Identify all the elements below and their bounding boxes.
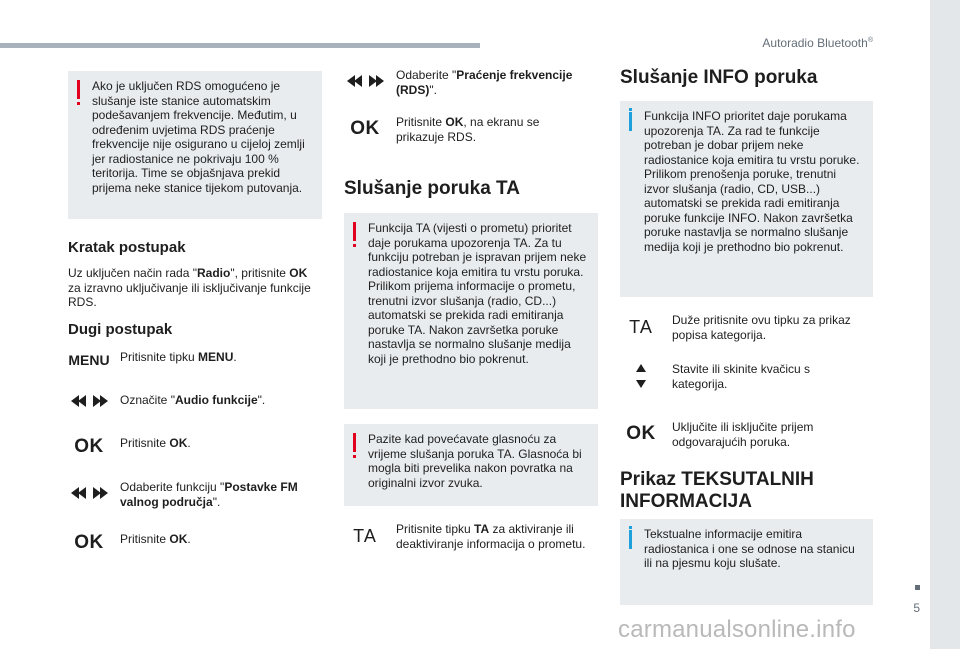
step-rds-tracking: Odaberite "Praćenje frekvencije (RDS)". (342, 68, 598, 98)
ta-button-icon: TA (353, 526, 377, 546)
warning-icon (77, 80, 80, 99)
info-icon (629, 530, 632, 549)
left-right-arrows-icon (66, 486, 112, 500)
warning-icon (353, 222, 356, 241)
continue-marker-icon (915, 585, 920, 590)
menu-button-icon: MENU (68, 352, 110, 368)
section-title-short: Kratak postupak (68, 239, 186, 256)
step-ta-toggle: TA Pritisnite tipku TA za aktiviranje ili deaktiviranje informacija o prometu. (342, 522, 598, 552)
warning-icon (353, 433, 356, 452)
step-ok-messages: OK Uključite ili isključite prijem odgovarajućih poruka. (618, 420, 874, 450)
step-ok-rds: OK Pritisnite OK, na ekranu se prikazuje RDS. (342, 115, 598, 145)
ok-button-icon: OK (74, 436, 104, 457)
ta-button-icon: TA (629, 317, 653, 337)
info-box-info-messages: Funkcija INFO prioritet daje porukama upozorenja TA. Za rad te funkcije potreban je dobar prijem neke radiostanice koja emitira tu vrstu poruke. Prilikom prenošenja poruke, trenutni izvor slušanja (radio, CD, USB...) automatski se prekida radi emitiranja poruke funkcije INFO. Nakon završetka poruke nastavlja se normalno slušanje medija koji je prethodno bio pokrenut. (620, 101, 873, 297)
ok-button-icon: OK (350, 118, 380, 139)
page-edge-strip (930, 0, 960, 649)
section-title-info: Slušanje INFO poruka (620, 67, 818, 88)
section-title-text-info: Prikaz TEKSUTALNIH INFORMACIJA (620, 469, 814, 512)
step-categories: Stavite ili skinite kvačicu s kategorija. (618, 362, 874, 402)
step-fm-settings: Odaberite funkciju "Postavke FM valnog područja". (66, 480, 322, 510)
short-procedure-text: Uz uključen način rada "Radio", pritisnite OK za izravno uključivanje ili isključivanje funkcije RDS. (68, 266, 311, 309)
page-header-title: Autoradio Bluetooth® (762, 36, 873, 50)
info-icon (629, 112, 632, 131)
step-press-ok-2: OK Pritisnite OK. (66, 532, 322, 554)
ok-button-icon: OK (626, 423, 656, 444)
step-menu: MENU Pritisnite tipku MENU. (66, 350, 322, 370)
warning-box-volume: Pazite kad povećavate glasnoću za vrijeme slušanja poruka TA. Glasnoća bi mogla biti prevelika nakon povratka na originalni izvor zvuka. (344, 424, 598, 506)
section-title-long: Dugi postupak (68, 321, 173, 338)
section-title-ta: Slušanje poruka TA (344, 178, 520, 199)
up-down-arrows-icon (618, 364, 664, 388)
info-box-text-info: Tekstualne informacije emitira radiostanica i one se odnose na stanicu ili na pjesmu koju slušate. (620, 519, 873, 605)
warning-box-ta: Funkcija TA (vijesti o prometu) prioritet daje porukama upozorenja TA. Za tu funkciju potreban je ispravan prijem neke radiostanice koja emitira tu vrstu poruka. Prilikom prijema informacije o prometu, trenutni izvor slušanja (radio, CD...) automatski se prekida radi emitiranja poruke TA. Nakon završetka poruke nastavlja se normalno slušanje medija koji je prethodno bio pokrenut. (344, 213, 598, 409)
ok-button-icon: OK (74, 532, 104, 553)
left-right-arrows-icon (66, 394, 112, 408)
page-number: 5 (913, 601, 920, 615)
left-right-arrows-icon (342, 74, 388, 88)
watermark: carmanualsonline.info (618, 616, 856, 643)
step-press-ok: OK Pritisnite OK. (66, 436, 322, 458)
header-rule (0, 43, 480, 48)
step-ta-long-press: TA Duže pritisnite ovu tipku za prikaz popisa kategorija. (618, 313, 874, 343)
step-select-audio: Označite "Audio funkcije". (66, 393, 322, 413)
warning-box-rds: Ako je uključen RDS omogućeno je slušanje iste stanice automatskim podešavanjem frekvencije. Međutim, u određenim uvjetima RDS praćenje frekvencije nije osigurano u cijeloj zemlji jer radiostanice ne pokrivaju 100 % teritorija. Time se objašnjava prekid prijema neke stanice tijekom putovanja. (68, 71, 322, 219)
